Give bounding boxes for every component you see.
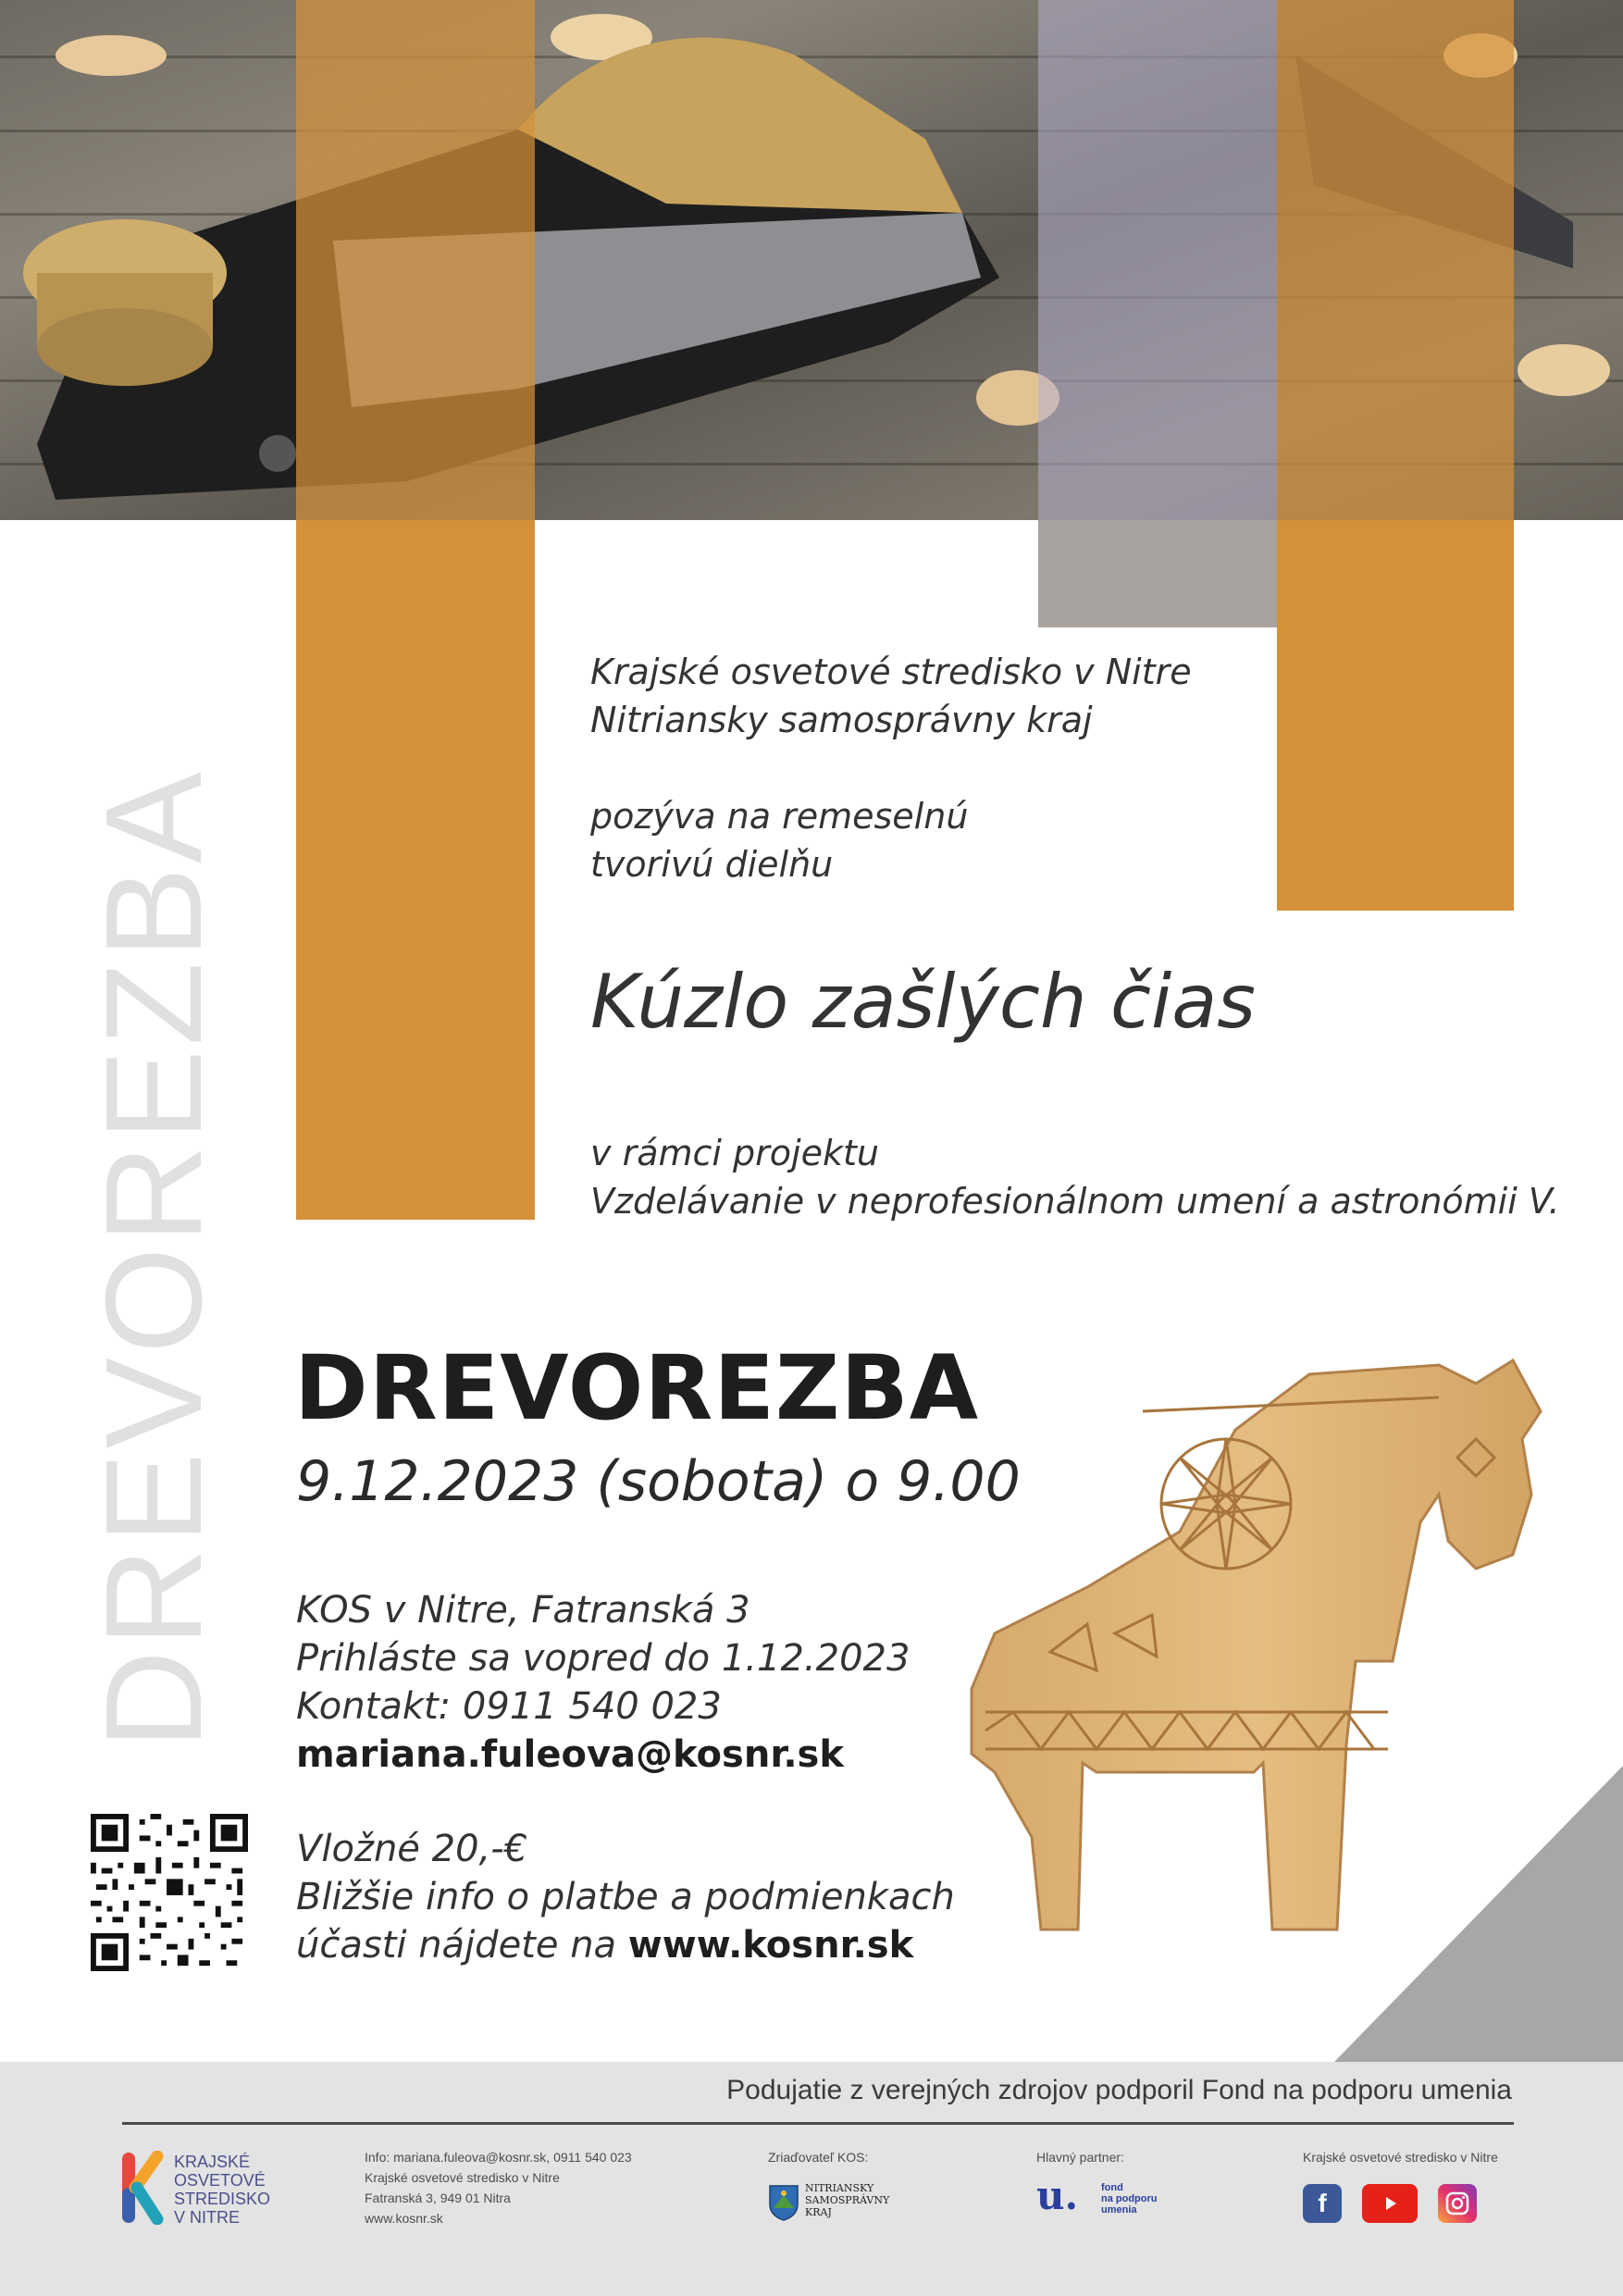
organizers: [590, 648, 1192, 744]
nsk-coat-of-arms-icon: [768, 2184, 799, 2221]
nsk-logo-text: NITRIANSKY SAMOSPRÁVNY KRAJ: [805, 2182, 890, 2218]
fpu-logo[interactable]: [1036, 2173, 1166, 2223]
event-contact: Kontakt: 0911 540 023: [296, 1685, 722, 1728]
carved-wooden-horse-image: [958, 1356, 1559, 1948]
social-label: Krajské osvetové stredisko v Nitre: [1303, 2150, 1498, 2165]
accent-bar-left: [296, 520, 535, 1220]
invite-line-1: pozýva na remeselnú: [590, 796, 969, 837]
fee-line-2: Bližšie info o platbe a podmienkach: [296, 1876, 955, 1918]
qr-code[interactable]: [91, 1814, 248, 1971]
invite-line-2: tvorivú dielňu: [590, 844, 834, 885]
fpu-logo-mark: u.: [1036, 2173, 1079, 2218]
organizer-line-2: Nitriansky samosprávny kraj: [590, 700, 1093, 740]
vertical-title: DREVOREZBA: [78, 768, 230, 1749]
project-line-1: v rámci projektu: [590, 1133, 879, 1173]
instagram-icon[interactable]: [1438, 2184, 1477, 2223]
kos-logo-mark-icon: [120, 2151, 167, 2225]
kos-logo-text: KRAJSKÉ OSVETOVÉ STREDISKO V NITRE: [174, 2153, 271, 2227]
accent-bar-right: [1277, 520, 1514, 911]
footer-info-web[interactable]: www.kosnr.sk: [365, 2211, 443, 2226]
fee-info: [296, 1825, 955, 1969]
fpu-logo-text: fond na podporu umenia: [1101, 2182, 1158, 2215]
founder-label: Zriaďovateľ KOS:: [768, 2150, 869, 2165]
event-details: [296, 1586, 910, 1779]
nsk-logo[interactable]: [768, 2182, 907, 2225]
footer-info: [365, 2147, 632, 2228]
footer-info-org: Krajské osvetové stredisko v Nitre: [365, 2170, 560, 2185]
event-date: 9.12.2023 (sobota) o 9.00: [296, 1449, 1021, 1514]
funding-statement: Podujatie z verejných zdrojov podporil Fond na podporu umenia: [726, 2075, 1512, 2105]
website-link[interactable]: www.kosnr.sk: [627, 1924, 914, 1967]
project-info: [590, 1129, 1560, 1225]
fee-line-3-text: účasti nájdete na: [296, 1924, 628, 1967]
workshop-name: Kúzlo zašlých čias: [590, 959, 1256, 1045]
kos-logo[interactable]: [120, 2151, 305, 2234]
invitation: [590, 792, 968, 888]
project-line-2: Vzdelávanie v neprofesionálnom umení a astronómii V.: [590, 1181, 1560, 1222]
event-title: DREVOREZBA: [294, 1336, 979, 1440]
fee-line-3: [296, 1921, 955, 1969]
facebook-icon[interactable]: f: [1303, 2184, 1342, 2223]
accent-bar-overlay-gray: [1038, 0, 1277, 520]
footer-info-address: Fatranská 3, 949 01 Nitra: [365, 2191, 511, 2205]
footer-divider: [122, 2122, 1514, 2125]
event-place: KOS v Nitre, Fatranská 3: [296, 1589, 750, 1632]
fee-line-1: Vložné 20,-€: [296, 1828, 528, 1870]
event-registration: Prihláste sa vopred do 1.12.2023: [296, 1637, 911, 1680]
accent-bar-gray: [1038, 520, 1277, 627]
youtube-icon[interactable]: [1362, 2184, 1418, 2223]
accent-bar-overlay-right: [1277, 0, 1514, 520]
footer-info-contact: Info: mariana.fuleova@kosnr.sk, 0911 540 023: [365, 2150, 632, 2165]
partner-label: Hlavný partner:: [1036, 2150, 1124, 2165]
contact-email-link[interactable]: mariana.fuleova@kosnr.sk: [296, 1733, 844, 1776]
organizer-line-1: Krajské osvetové stredisko v Nitre: [590, 652, 1192, 692]
accent-bar-overlay-left: [296, 0, 535, 520]
